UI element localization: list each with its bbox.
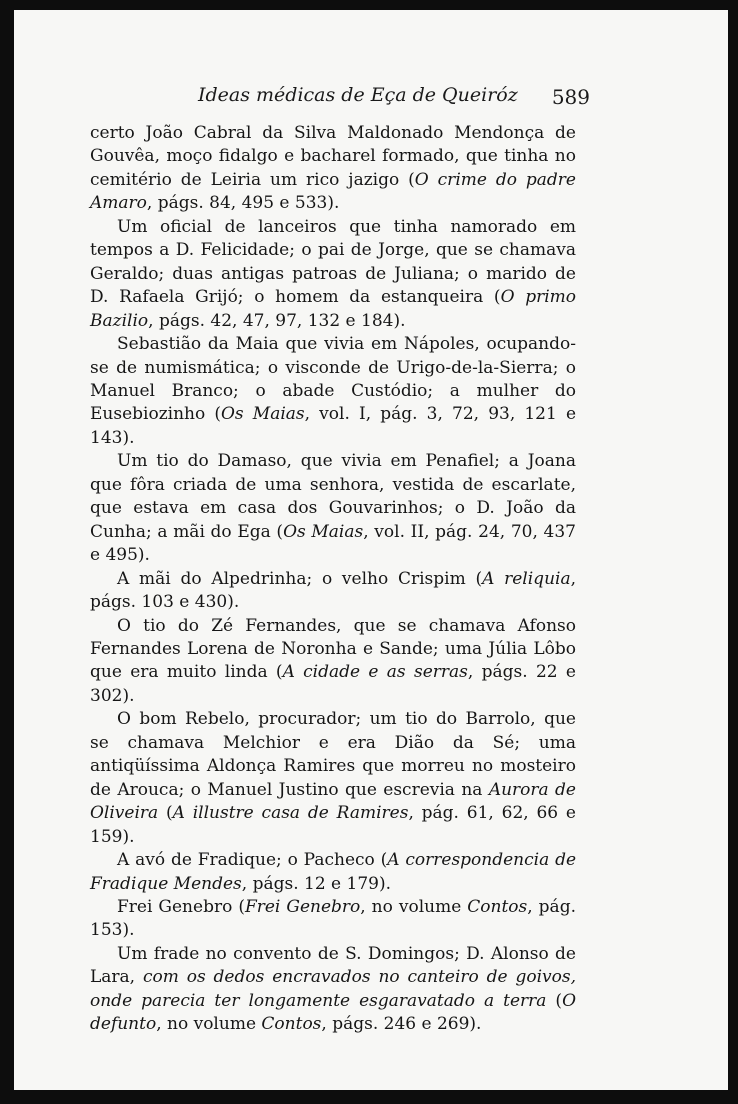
italic-title: com os dedos encravados no canteiro de goivos, onde parecia ter longamente esgaravatado a terra (90, 967, 576, 1011)
text-run: , no volume (156, 1014, 262, 1035)
paragraph (90, 333, 576, 450)
paragraph (90, 943, 576, 1037)
running-title: Ideas médicas de Eça de Queiróz (198, 84, 518, 106)
text-run: , no volume (360, 896, 468, 917)
text-run: , págs. 12 e 179). (241, 873, 391, 894)
text-run: , págs. 246 e 269). (321, 1014, 482, 1035)
text-run: Frei Genebro ( (117, 896, 245, 917)
paragraph (90, 568, 576, 615)
text-run: A mãi do Alpedrinha; o velho Crispim ( (117, 568, 483, 589)
italic-title: A illustre casa de Ramires (172, 803, 409, 824)
italic-title: Os Maias (283, 521, 364, 542)
italic-title: Contos (261, 1014, 322, 1035)
paragraph (90, 849, 576, 896)
page-number: 589 (551, 85, 590, 109)
paragraph (90, 708, 576, 849)
text-run: , vol. II, pág. 24, 70, 437 e 495). (90, 521, 576, 566)
text-run: , págs. 42, 47, 97, 132 e 184). (148, 310, 406, 331)
text-run: Sebastião da Maia que vivia em Nápoles, ocupando-se de numismática; o visconde de Urigo-de-la-Sierra; o Manuel Branco; o abade Custódio; a mulher do Eusebiozinho ( (90, 334, 576, 425)
text-run: , pág. 153). (90, 896, 576, 941)
italic-title: O primo Bazilio (90, 287, 576, 331)
italic-title: Aurora de Oliveira (90, 779, 576, 824)
body-text (90, 122, 576, 1037)
italic-title: Os Maias (221, 404, 305, 425)
text-run: O tio do Zé Fernandes, que se chamava Afonso Fernandes Lorena de Noronha e Sande; uma Júlia Lôbo que era muito linda ( (90, 615, 576, 683)
page-header (198, 74, 590, 114)
paragraph (90, 450, 576, 567)
text-run: , págs. 103 e 430). (90, 568, 576, 613)
paragraph (90, 615, 576, 709)
text-run: A avó de Fradique; o Pacheco ( (117, 850, 388, 871)
text-run: Um oficial de lanceiros que tinha namorado em tempos a D. Felicidade; o pai de Jorge, que se chamava Geraldo; duas antigas patroas de Juliana; o marido de D. Rafaela Grijó; o homem da estanqueira ( (90, 216, 576, 308)
text-run: certo João Cabral da Silva Maldonado Mendonça de Gouvêa, moço fidalgo e bacharel formado, que tinha no cemitério de Leiria um rico jazigo ( (90, 123, 576, 190)
italic-title: Contos (467, 896, 528, 917)
italic-title: A correspondencia de Fradique Mendes (90, 850, 577, 894)
book-page (14, 10, 728, 1090)
text-run: ( (546, 990, 563, 1011)
text-run: , págs. 84, 495 e 533). (146, 193, 340, 214)
italic-title: A cidade e as serras (282, 662, 468, 683)
text-run: , pág. 61, 62, 66 e 159). (90, 803, 576, 847)
italic-title: O crime do padre Amaro (90, 169, 576, 214)
text-run: , vol. I, pág. 3, 72, 93, 121 e 143). (90, 404, 577, 448)
text-run: , págs. 22 e 302). (90, 662, 576, 706)
italic-title: O defunto (90, 990, 576, 1035)
italic-title: Frei Genebro (244, 896, 361, 917)
paragraph (90, 896, 576, 943)
paragraph (90, 216, 576, 333)
text-run: Um tio do Damaso, que vivia em Penafiel; a Joana que fôra criada de uma senhora, vestida de escarlate, que estava em casa dos Gouvarinhos; o D. João da Cunha; a mãi do Ega ( (90, 451, 576, 542)
italic-title: A reliquia (482, 568, 571, 589)
paragraph (90, 122, 576, 216)
text-run: O bom Rebelo, procurador; um tio do Barrolo, que se chamava Melchior e era Dião da Sé; uma antiqüíssima Aldonça Ramires que morreu no mosteiro de Arouca; o Manuel Justino que escrevia na (90, 709, 576, 800)
text-run: Um frade no convento de S. Domingos; D. Alonso de Lara, (90, 943, 576, 988)
text-run: ( (158, 803, 173, 824)
